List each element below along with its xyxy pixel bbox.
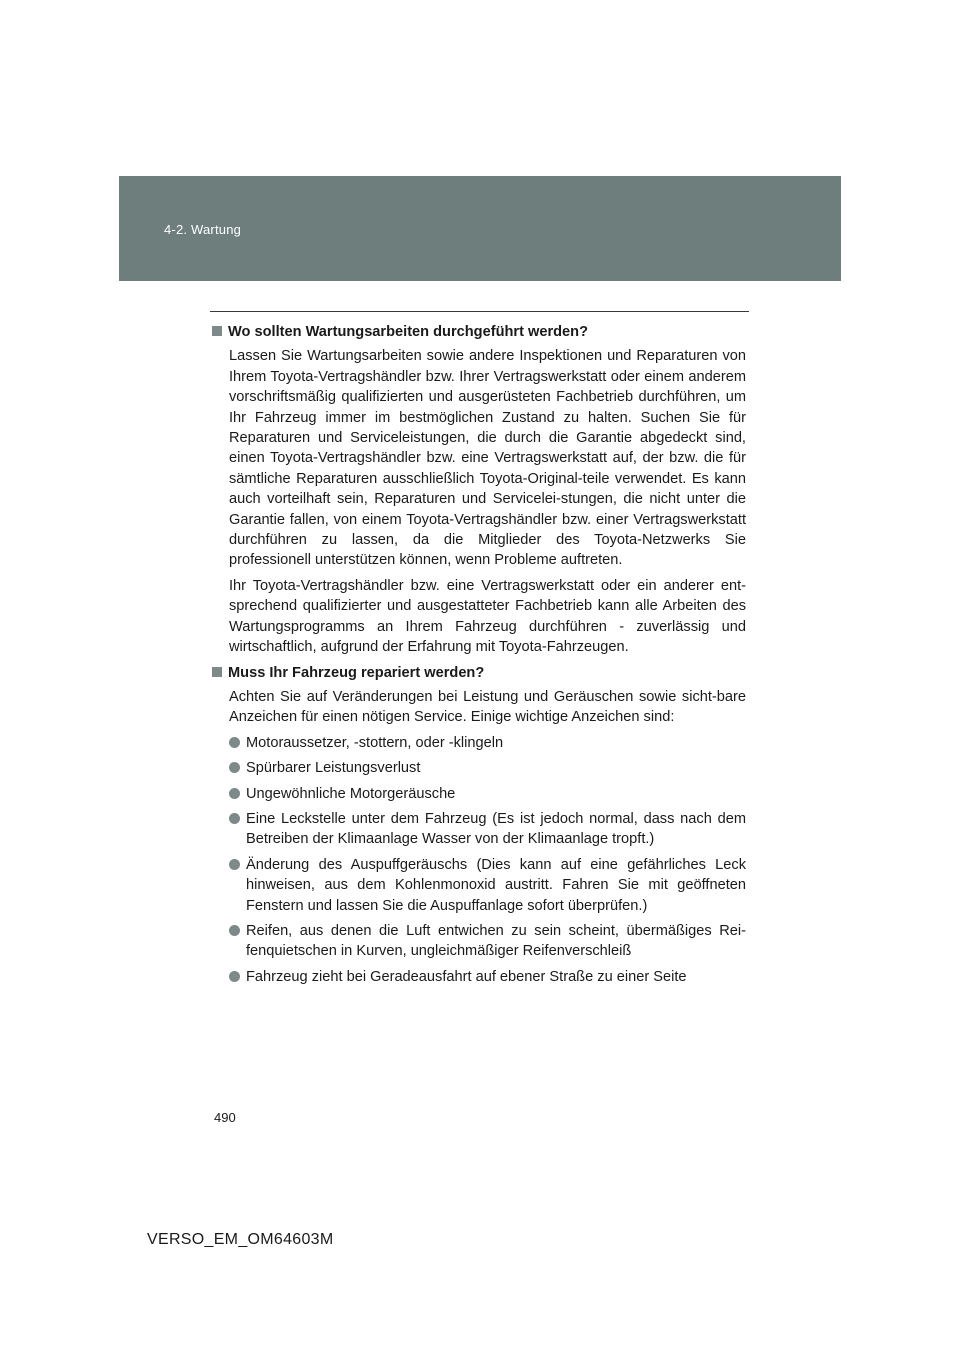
list-item-text: Motoraussetzer, -stottern, oder -klingeln bbox=[246, 734, 504, 751]
circle-bullet-icon bbox=[229, 737, 240, 748]
list-item-text: Änderung des Auspuffgeräuschs (Dies kann auf eine gefährliches Leck hinweisen, aus dem Kohlenmonoxid austritt. Fahren Sie mit geöffneten Fenstern und lassen Sie die Auspuffanlage sofort überprüfen.) bbox=[246, 856, 746, 914]
list-item bbox=[229, 967, 746, 987]
list-item bbox=[229, 855, 746, 916]
square-bullet-icon bbox=[212, 667, 222, 677]
circle-bullet-icon bbox=[229, 925, 240, 936]
document-code: VERSO_EM_OM64603M bbox=[147, 1231, 334, 1248]
list-item-text: Ungewöhnliche Motorgeräusche bbox=[246, 785, 456, 802]
paragraph-warning-signs-intro: Achten Sie auf Veränderungen bei Leistung und Geräuschen sowie sicht-bare Anzeichen für einen nötigen Service. Einige wichtige Anzeichen sind: bbox=[229, 688, 746, 726]
paragraph-maintenance-locations: Lassen Sie Wartungsarbeiten sowie andere Inspektionen und Reparaturen von Ihrem Toyota-Vertragshändler bzw. Ihrer Vertragswerkstatt oder einem anderem vorschriftsmäßig qualifizierten und ausgerüsteten Fachbetrieb durchführen, um Ihr Fahrzeug immer im bestmöglichen Zustand zu halten. Suchen Sie für Reparaturen und Serviceleistungen, die durch die Garantie abgedeckt sind, einen Toyota-Vertragshändler bzw. eine Vertragswerkstatt auf, der bzw. die für sämtliche Reparaturen ausschließlich Toyota-Original-teile verwendet. Es kann auch vorteilhaft sein, Reparaturen und Servicelei-stungen, die nicht unter die Garantie fallen, von einem Toyota-Vertragshändler bzw. einer Vertragswerkstatt durchführen zu lassen, da die Mitglieder des Toyota-Netzwerks Sie professionell unterstützen können, wenn Probleme auftreten. bbox=[229, 348, 746, 569]
circle-bullet-icon bbox=[229, 788, 240, 799]
warning-signs-list bbox=[212, 733, 746, 987]
list-item bbox=[229, 921, 746, 962]
main-content bbox=[212, 322, 746, 992]
section-heading-repair-needed bbox=[212, 663, 746, 683]
circle-bullet-icon bbox=[229, 813, 240, 824]
circle-bullet-icon bbox=[229, 762, 240, 773]
top-divider bbox=[210, 311, 749, 312]
section-heading-where-maintenance bbox=[212, 322, 746, 342]
list-item bbox=[229, 758, 746, 778]
circle-bullet-icon bbox=[229, 859, 240, 870]
heading-text: Wo sollten Wartungsarbeiten durchgeführt werden? bbox=[228, 324, 588, 340]
paragraph-dealer-capabilities: Ihr Toyota-Vertragshändler bzw. eine Vertragswerkstatt oder ein anderer ent-sprechend qualifizierter und ausgestatteter Fachbetrieb kann alle Arbeiten des Wartungsprogramms an Ihrem Fahrzeug durchführen - zuverlässig und wirtschaftlich, aufgrund der Erfahrung mit Toyota-Fahrzeugen. bbox=[229, 577, 746, 656]
page-number: 490 bbox=[214, 1110, 236, 1125]
circle-bullet-icon bbox=[229, 971, 240, 982]
list-item-text: Spürbarer Leistungsverlust bbox=[246, 760, 421, 777]
list-item-text: Fahrzeug zieht bei Geradeausfahrt auf ebener Straße zu einer Seite bbox=[246, 968, 687, 985]
section-label: 4-2. Wartung bbox=[164, 222, 242, 237]
list-item-text: Eine Leckstelle unter dem Fahrzeug (Es ist jedoch normal, dass nach dem Betreiben der Klimaanlage Wasser von der Klimaanlage tropft.) bbox=[246, 810, 746, 848]
list-item bbox=[229, 809, 746, 850]
list-item bbox=[229, 733, 746, 753]
square-bullet-icon bbox=[212, 326, 222, 336]
chapter-header-band bbox=[119, 176, 841, 281]
heading-text: Muss Ihr Fahrzeug repariert werden? bbox=[228, 664, 485, 681]
list-item-text: Reifen, aus denen die Luft entwichen zu sein scheint, übermäßiges Rei-fenquietschen in Kurven, ungleichmäßiger Reifenverschleiß bbox=[246, 922, 746, 960]
list-item bbox=[229, 784, 746, 804]
